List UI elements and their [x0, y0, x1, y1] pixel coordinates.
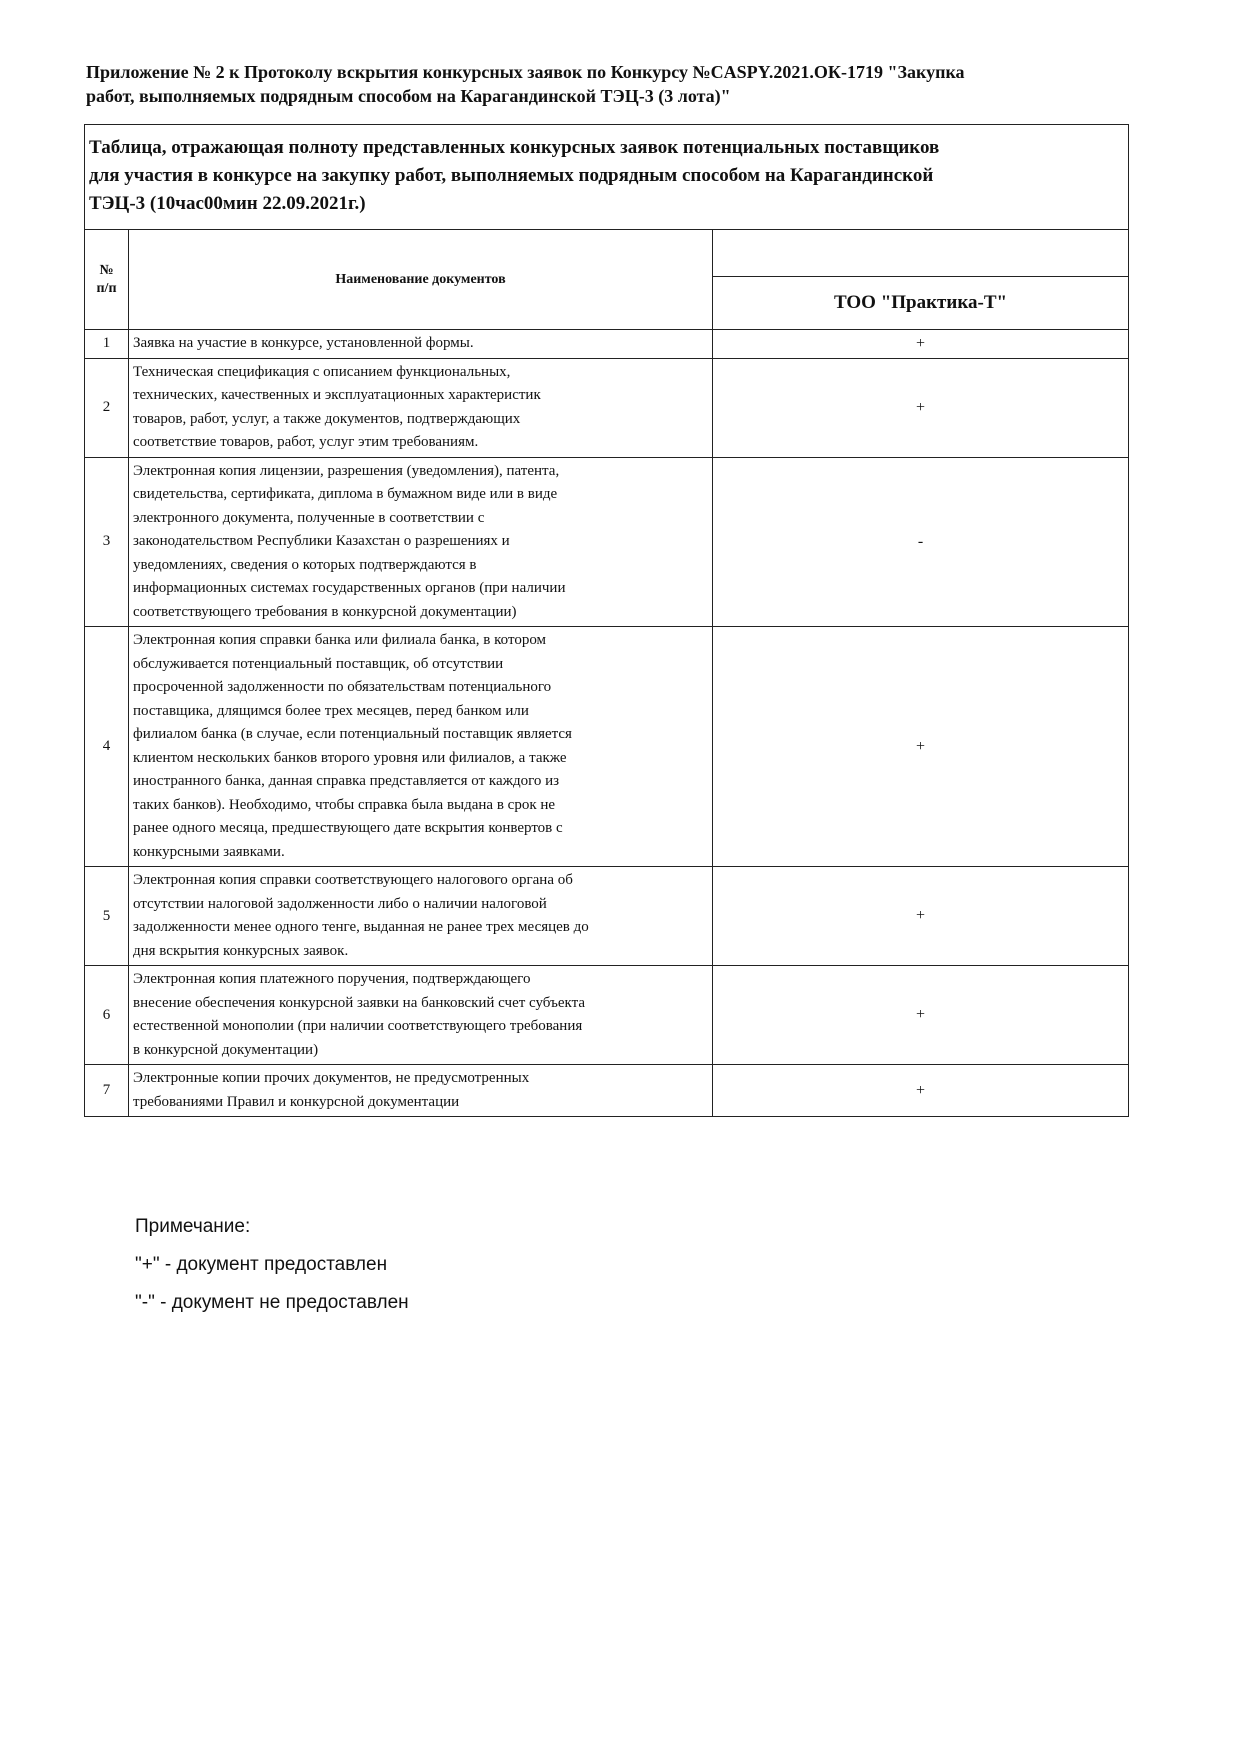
table-row [85, 457, 1129, 627]
document-name-line: требованиями Правил и конкурсной документации [133, 1093, 460, 1110]
document-name-line: Заявка на участие в конкурсе, установленной формы. [133, 335, 474, 351]
submission-mark: + [713, 627, 1129, 867]
document-name-line: внесение обеспечения конкурсной заявки на банковский счет субъекта [133, 994, 585, 1011]
document-name-line: ранее одного месяца, предшествующего дате вскрытия конвертов с [133, 820, 563, 836]
document-name-line: поставщика, длящимся более трех месяцев, перед банком или [133, 702, 529, 719]
document-name-line: законодательством Республики Казахстан о разрешениях и [133, 533, 510, 549]
column-header-number-line-1: № [99, 262, 114, 278]
document-name-line: свидетельства, сертификата, диплома в бумажном виде или в виде [133, 486, 558, 502]
document-name-line: информационных системах государственных органов (при наличии [133, 580, 566, 596]
document-name-line: естественной монополии (при наличии соответствующего требования [133, 1018, 583, 1034]
document-name-line: Электронная копия справки соответствующего налогового органа об [133, 872, 573, 888]
table-row [85, 358, 1129, 457]
submission-mark: - [713, 457, 1129, 627]
document-name [129, 358, 713, 457]
document-name-line: товаров, работ, услуг, а также документов, подтверждающих [133, 410, 521, 427]
document-name-line: технических, качественных и эксплуатационных характеристик [133, 387, 541, 403]
document-name [129, 966, 713, 1065]
document-header [86, 60, 1136, 108]
document-name-line: клиентом нескольких банков второго уровня или филиалов, а также [133, 749, 567, 766]
document-name-line: Электронная копия платежного поручения, подтверждающего [133, 971, 531, 987]
document-name [129, 627, 713, 867]
table-title-row [85, 125, 1129, 230]
table-title-line-2: для участия в конкурсе на закупку работ, выполняемых подрядным способом на Карагандинской [89, 165, 934, 186]
document-name-line: уведомлениях, сведения о которых подтверждаются в [133, 556, 477, 573]
note-minus: "-" - документ не предоставлен [135, 1292, 409, 1313]
row-number: 7 [85, 1065, 129, 1117]
document-name-line: Электронные копии прочих документов, не предусмотренных [133, 1070, 530, 1086]
document-name-line: конкурсными заявками. [133, 843, 285, 860]
column-header-blank [713, 230, 1129, 277]
table-title-line-3: ТЭЦ-3 (10час00мин 22.09.2021г.) [89, 193, 366, 214]
row-number: 6 [85, 966, 129, 1065]
column-header-documents: Наименование документов [129, 230, 713, 330]
table-body [85, 330, 1129, 1117]
note-plus: "+" - документ предоставлен [135, 1254, 388, 1275]
document-name-line: таких банков). Необходимо, чтобы справка была выдана в срок не [133, 796, 556, 813]
table-row [85, 1065, 1129, 1117]
header-line-1: Приложение № 2 к Протоколу вскрытия конкурсных заявок по Конкурсу №CASPY.2021.ОК-1719 "Закупка [86, 62, 965, 82]
column-header-row [85, 230, 1129, 277]
table-row [85, 867, 1129, 966]
document-name-line: соответствие товаров, работ, услуг этим требованиям. [133, 434, 479, 450]
column-header-number-line-2: п/п [96, 280, 117, 296]
notes-section [135, 1208, 409, 1322]
table-title-line-1: Таблица, отражающая полноту представленных конкурсных заявок потенциальных поставщиков [89, 137, 940, 158]
column-header-number [85, 230, 129, 330]
document-name [129, 330, 713, 359]
document-name-line: просроченной задолженности по обязательствам потенциального [133, 679, 552, 695]
document-name-line: отсутствии налоговой задолженности либо о наличии налоговой [133, 895, 547, 912]
submission-mark: + [713, 1065, 1129, 1117]
table-row [85, 330, 1129, 359]
document-name-line: Электронная копия лицензии, разрешения (уведомления), патента, [133, 462, 560, 479]
document-name-line: электронного документа, полученные в соответствии с [133, 509, 485, 526]
document-name-line: задолженности менее одного тенге, выданная не ранее трех месяцев до [133, 919, 589, 935]
submission-mark: + [713, 330, 1129, 359]
document-name-line: Электронная копия справки банка или филиала банка, в котором [133, 632, 547, 648]
documents-table [84, 124, 1129, 1117]
row-number: 3 [85, 457, 129, 627]
document-name [129, 1065, 713, 1117]
document-name-line: в конкурсной документации) [133, 1041, 319, 1058]
document-name-line: дня вскрытия конкурсных заявок. [133, 942, 349, 959]
document-name-line: обслуживается потенциальный поставщик, об отсутствии [133, 655, 504, 672]
notes-title: Примечание: [135, 1216, 251, 1237]
table-row [85, 627, 1129, 867]
submission-mark: + [713, 966, 1129, 1065]
table-row [85, 966, 1129, 1065]
row-number: 4 [85, 627, 129, 867]
table-title [85, 125, 1129, 230]
document-name [129, 457, 713, 627]
row-number: 5 [85, 867, 129, 966]
document-name-line: иностранного банка, данная справка представляется от каждого из [133, 773, 560, 789]
document-name-line: филиалом банка (в случае, если потенциальный поставщик является [133, 726, 572, 742]
document-name [129, 867, 713, 966]
row-number: 2 [85, 358, 129, 457]
submission-mark: + [713, 867, 1129, 966]
header-line-2: работ, выполняемых подрядным способом на Карагандинской ТЭЦ-3 (3 лота)" [86, 86, 731, 106]
row-number: 1 [85, 330, 129, 359]
document-name-line: соответствующего требования в конкурсной документации) [133, 603, 517, 620]
document-name-line: Техническая спецификация с описанием функциональных, [133, 363, 511, 380]
submission-mark: + [713, 358, 1129, 457]
column-header-company: ТОО "Практика-Т" [713, 277, 1129, 330]
